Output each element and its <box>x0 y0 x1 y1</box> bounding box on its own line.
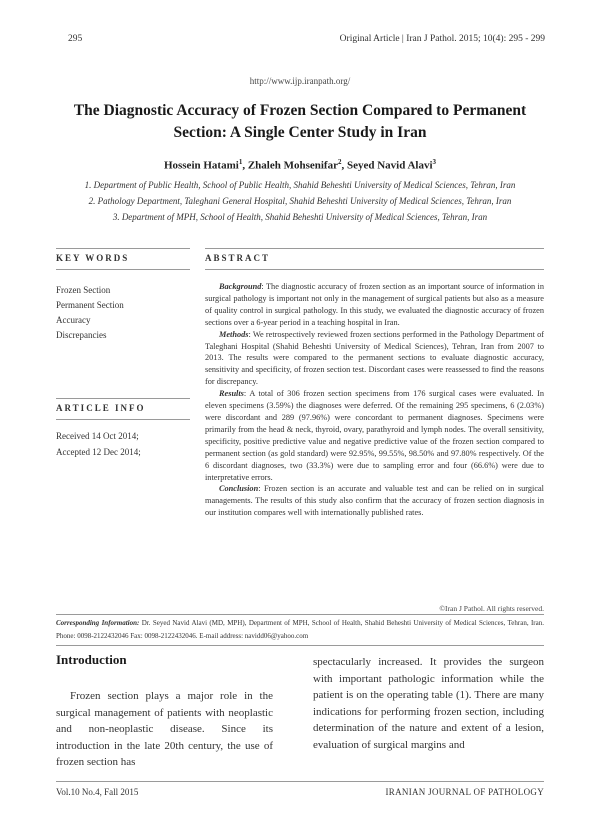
divider <box>56 645 544 646</box>
affiliation: 3. Department of MPH, School of Health, Shahid Beheshti University of Medical Sciences, Tehran, Iran <box>112 212 488 222</box>
abstract-heading: ABSTRACT <box>205 253 271 263</box>
abstract-background <box>205 281 544 329</box>
introduction-left-column: Frozen section plays a major role in the surgical management of patients with neoplastic and non-neoplastic disease. Since its introduction in the late 20th century, the use of frozen section has <box>56 690 273 768</box>
copyright-notice: ©Iran J Pathol. All rights reserved. <box>439 604 544 613</box>
affiliation: 1. Department of Public Health, School of Public Health, Shahid Beheshti University of Medical Sciences, Tehran, Iran <box>84 180 516 190</box>
author-name: Seyed Navid Alavi <box>346 159 433 172</box>
keyword: Discrepancies <box>56 330 107 340</box>
corresponding-info <box>56 617 544 643</box>
abstract-methods <box>205 329 544 389</box>
journal-url[interactable]: http://www.ijp.iranpath.org/ <box>249 76 351 86</box>
corresponding-label: Corresponding Information: <box>56 619 140 627</box>
keyword: Frozen Section <box>56 285 111 295</box>
divider <box>205 248 544 249</box>
article-info-heading: ARTICLE INFO <box>56 403 146 413</box>
keyword: Permanent Section <box>56 300 124 310</box>
results-label: Results <box>219 389 244 399</box>
background-label: Background <box>219 282 262 291</box>
divider <box>56 614 544 615</box>
abstract-results <box>205 388 544 483</box>
conclusion-text: : Frozen section is an accurate and valuable test and can be relied on in surgical managements. The results of this study also confirm that the accuracy of frozen section diagnosis in our institution compares well with internationally published rates. <box>205 484 544 518</box>
introduction-right-column: spectacularly increased. It provides the surgeon with important pathologic information while the patient is on the operating table (1). There are many indications for performing frozen section, including determination of the nature and extent of a lesion, evaluation of surgical margins and <box>313 656 544 751</box>
footer-journal-name: IRANIAN JOURNAL OF PATHOLOGY <box>385 787 544 797</box>
background-text: : The diagnostic accuracy of frozen section as an important source of information in surgical pathology is important not only in the management of surgical patients but also as a measure of quality control in surgical pathology. In this study, we evaluated the diagnostic accuracy of frozen sections over a 6-year period in a teaching hospital in Iran. <box>205 282 544 327</box>
author-separator: , <box>242 159 248 172</box>
abstract-body <box>205 281 544 519</box>
journal-citation: Original Article | Iran J Pathol. 2015; 10(4): 295 - 299 <box>339 34 545 44</box>
keyword-list <box>56 283 124 343</box>
divider <box>205 269 544 270</box>
corresponding-text: Dr. Seyed Navid Alavi (MD, MPH), Department of MPH, School of Health, Shahid Beheshti University of Medical Sciences, Tehran, Iran. Phone: 0098-2122432046 Fax: 0098-2122432046. E-mail address: navidd06@yahoo.com <box>56 619 544 640</box>
divider <box>56 398 190 399</box>
author-name: Hossein Hatami <box>163 159 239 172</box>
author-affiliation-mark: 1 <box>238 158 243 166</box>
footer-divider <box>56 781 544 782</box>
author-name: Zhaleh Mohsenifar <box>247 159 338 172</box>
results-text: : A total of 306 frozen section specimens from 176 surgical cases were evaluated. In eleven specimens (3.59%) the diagnoses were deferred. Of the remaining 295 specimens, 6 (2.03%) were discordant and 289 (97.96%) were concordant to permanent diagnoses. Specimens were primarily from the head & neck, thyroid, ovary, parathyroid and lymph nodes. The overall sensitivity, specificity, positive predictive value and negative predictive value of the frozen section compared to permanent section (as gold standard) were 92.95%, 99.55%, 98.50% and 97.80% respectively. Of the 6 discordant diagnoses, two (33.3%) were due to sampling error and four (66.6%) were due to interpretative errors. <box>205 389 544 482</box>
divider <box>56 419 190 420</box>
received-date: Received 14 Oct 2014; <box>56 431 139 441</box>
footer-volume: Vol.10 No.4, Fall 2015 <box>56 787 139 797</box>
author-affiliation-mark: 2 <box>337 158 342 166</box>
affiliation: 2. Pathology Department, Taleghani General Hospital, Shahid Beheshti University of Medical Sciences, Tehran, Iran <box>88 196 512 206</box>
conclusion-label: Conclusion <box>219 484 259 494</box>
methods-text: : We retrospectively reviewed frozen sections performed in the Pathology Department of Taleghani Hospital (Shahid Beheshti University of Medical Sciences), Tehran, Iran from 2007 to 2013. The results were compared to the permanent sections to evaluate diagnostic accuracy, sensitivity and specificity, of frozen section test. Discordant cases were reassessed to find the reasons for discrepancy. <box>205 329 544 387</box>
abstract-conclusion <box>205 483 544 519</box>
introduction-heading: Introduction <box>56 652 127 667</box>
author-separator: , <box>341 159 347 172</box>
article-dates <box>56 428 141 460</box>
page-number: 295 <box>68 34 83 44</box>
methods-label: Methods <box>219 329 249 339</box>
divider <box>56 248 190 249</box>
keywords-heading: KEY WORDS <box>56 253 130 263</box>
divider <box>56 269 190 270</box>
paper-title: The Diagnostic Accuracy of Frozen Section Compared to Permanent Section: A Single Center Study in Iran <box>73 102 527 141</box>
accepted-date: Accepted 12 Dec 2014; <box>56 447 141 457</box>
author-affiliation-mark: 3 <box>432 158 437 166</box>
author-list <box>0 158 600 172</box>
keyword: Accuracy <box>56 315 91 325</box>
